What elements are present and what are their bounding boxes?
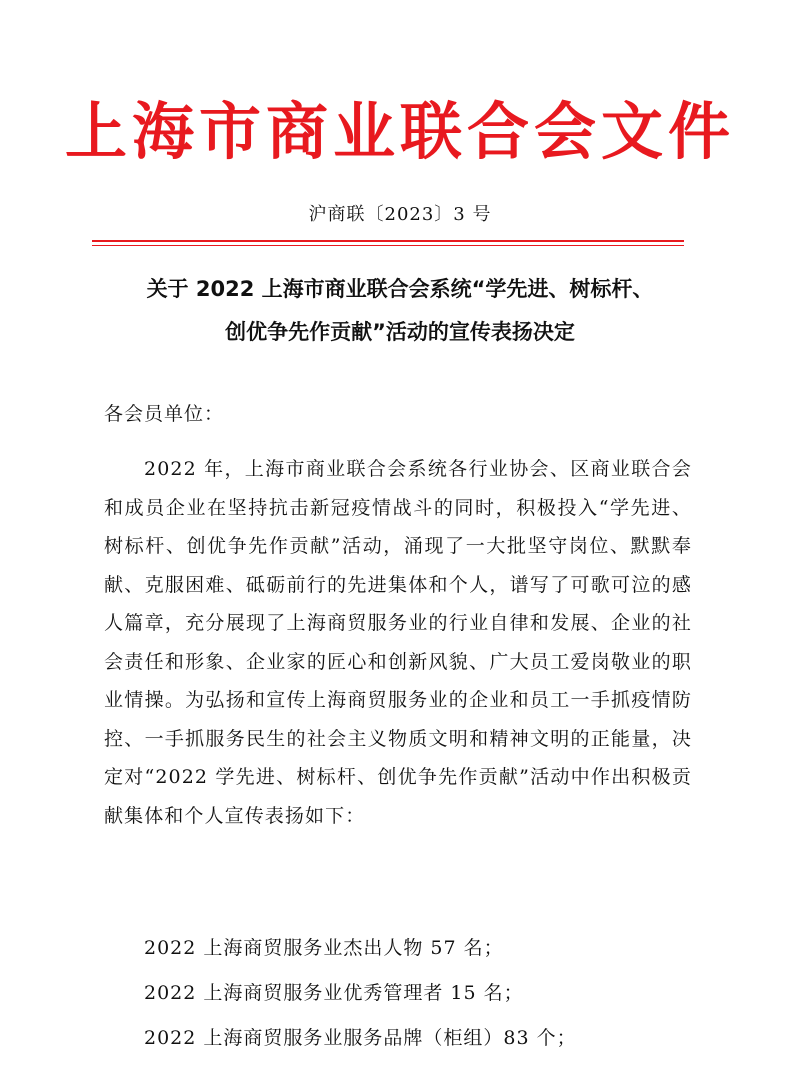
document-title (90, 268, 710, 354)
commendation-list (144, 926, 577, 1061)
list-item: 2022 上海商贸服务业优秀管理者 15 名； (144, 982, 524, 1004)
header-divider-thin (92, 245, 684, 246)
header-divider-thick (92, 240, 684, 242)
document-header-title: 上海市商业联合会文件 (64, 95, 735, 168)
body-paragraph: 2022 年，上海市商业联合会系统各行业协会、区商业联合会和成员企业在坚持抗击新冠疫情战斗的同时，积极投入“学先进、树标杆、创优争先作贡献”活动，涌现了一大批坚守岗位、默默奉献、克服困难、砥砺前行的先进集体和个人，谱写了可歌可泣的感人篇章，充分展现了上海商贸服务业的行业自律和发展、企业的社会责任和形象、企业家的匠心和创新风貌、广大员工爱岗敬业的职业情操。为弘扬和宣传上海商贸服务业的企业和员工一手抓疫情防控、一手抓服务民生的社会主义物质文明和精神文明的正能量，决定对“2022 学先进、树标杆、创优争先作贡献”活动中作出积极贡献集体和个人宣传表扬如下： (104, 458, 692, 827)
list-item: 2022 上海商贸服务业服务品牌（柜组）83 个； (144, 1027, 577, 1049)
document-title-line-2: 创优争先作贡献”活动的宣传表扬决定 (225, 320, 575, 344)
document-number: 沪商联〔2023〕3 号 (308, 204, 492, 225)
list-item: 2022 上海商贸服务业杰出人物 57 名； (144, 937, 504, 959)
salutation: 各会员单位： (104, 403, 225, 425)
document-title-line-1: 关于 2022 上海市商业联合会系统“学先进、树标杆、 (146, 277, 654, 301)
